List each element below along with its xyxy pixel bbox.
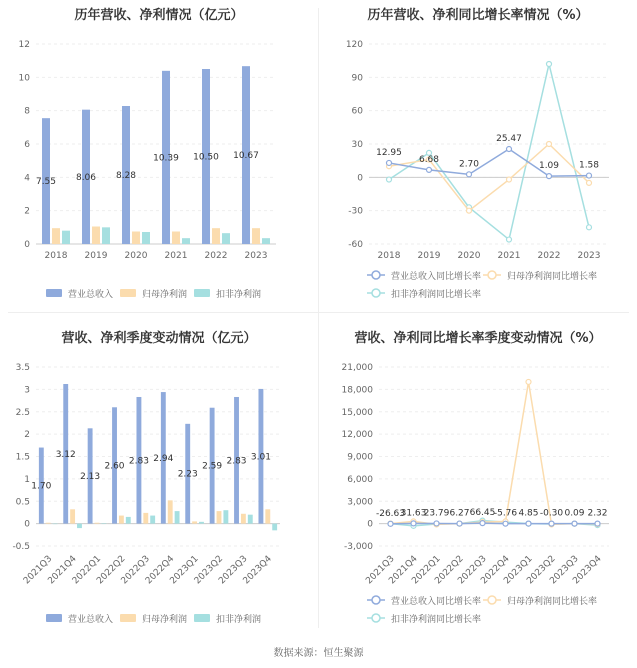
bar (172, 232, 180, 245)
y-tick-label: 3.5 (15, 363, 30, 373)
y-tick-label: 2.5 (15, 407, 30, 418)
bar-data-label: 3.12 (55, 449, 76, 460)
x-tick-label: 2021Q3 (364, 554, 397, 587)
y-tick-label: 9,000 (347, 452, 373, 463)
bar-data-label: 10.50 (193, 152, 219, 163)
legend-marker (372, 271, 380, 279)
data-point (595, 521, 600, 526)
data-point (387, 177, 392, 182)
line-data-label: -0.30 (539, 508, 564, 519)
bar-data-label: 3.01 (250, 452, 271, 463)
legend-swatch (46, 289, 62, 297)
bar (53, 524, 58, 525)
line-data-label: 2.70 (458, 159, 480, 170)
bar-data-label: 8.28 (115, 171, 137, 181)
x-tick-label: 2023Q3 (548, 554, 581, 587)
x-tick-label: 2023Q4 (571, 554, 604, 587)
bar (126, 517, 131, 524)
y-tick-label: 30 (351, 140, 363, 150)
bar (52, 228, 60, 244)
bar (252, 228, 260, 244)
x-tick-label: 2023Q3 (217, 554, 250, 587)
x-tick-label: 2020 (124, 251, 148, 261)
bar (223, 510, 228, 523)
legend-marker (372, 614, 380, 622)
line-data-label: 4.85 (518, 508, 539, 519)
legend-label: 营业总收入 (68, 615, 114, 625)
bar (102, 227, 110, 244)
chart-title: 历年营收、净利情况（亿元） (74, 8, 244, 23)
bar (168, 500, 173, 523)
x-tick-label: 2018 (377, 251, 401, 261)
x-tick-label: 2022Q3 (119, 554, 152, 587)
line-data-label: 1.09 (538, 161, 560, 172)
bar (241, 514, 246, 524)
legend-label: 归母净利润同比增长率 (507, 597, 598, 607)
line-data-label: 0.09 (564, 508, 585, 519)
bar (217, 511, 222, 524)
bar (222, 233, 230, 244)
y-tick-label: 0 (24, 519, 30, 530)
chart-quarterly-growth-rate (319, 313, 637, 643)
y-tick-label: 15,000 (341, 407, 373, 418)
y-tick-label: 6 (24, 140, 30, 150)
line-data-label: 2.32 (587, 508, 608, 519)
x-tick-label: 2021 (164, 251, 188, 261)
x-tick-label: 2022Q2 (433, 554, 466, 587)
y-tick-label: 1.5 (15, 452, 30, 463)
legend-label: 归母净利润 (142, 615, 188, 625)
x-tick-label: 2020 (457, 251, 481, 261)
y-tick-label: 3 (24, 385, 30, 396)
x-tick-label: 2023Q2 (525, 554, 558, 587)
bar (119, 516, 124, 524)
line-data-label: 6.27 (449, 508, 470, 519)
x-tick-label: 2022Q2 (95, 554, 128, 587)
x-tick-label: 2022Q4 (479, 554, 512, 587)
y-tick-label: -60 (348, 240, 363, 250)
bar (199, 522, 204, 524)
x-tick-label: 2023Q1 (168, 554, 201, 587)
data-point (547, 174, 552, 179)
y-tick-label: 1 (24, 474, 30, 485)
legend-label: 归母净利润 (142, 290, 188, 300)
bar-data-label: 2.59 (202, 461, 223, 472)
data-point (503, 521, 508, 526)
chart-svg (0, 313, 318, 643)
x-tick-label: 2022Q1 (410, 554, 443, 587)
legend-marker (488, 271, 496, 279)
y-tick-label: 12,000 (341, 430, 373, 441)
data-point (480, 521, 485, 526)
x-tick-label: 2023Q2 (192, 554, 226, 587)
y-tick-label: 90 (351, 73, 363, 84)
bar (62, 231, 70, 244)
bar-data-label: 2.83 (128, 456, 149, 467)
line-data-label: 12.95 (376, 147, 402, 158)
bar (95, 523, 100, 524)
chart-title: 营收、净利同比增长率季度变动情况（%） (354, 331, 602, 346)
chart-annual-revenue-profit (0, 0, 318, 312)
data-point (467, 172, 472, 177)
data-point (587, 180, 592, 185)
data-point (549, 521, 554, 526)
x-tick-label: 2021Q3 (21, 554, 55, 587)
data-point (467, 208, 472, 213)
line-data-label: 66.45 (469, 508, 496, 519)
line-data-label: -26.63 (375, 508, 406, 519)
data-point (587, 225, 592, 230)
legend-label: 扣非净利润 (216, 290, 262, 300)
legend-label: 扣非净利润同比增长率 (391, 615, 482, 625)
line-data-label: 25.47 (496, 134, 522, 145)
y-tick-label: 18,000 (341, 385, 373, 396)
x-tick-label: 2023Q4 (241, 554, 274, 587)
x-tick-label: 2022Q1 (70, 554, 104, 587)
data-point (434, 521, 439, 526)
bar-data-label: 7.55 (35, 177, 57, 188)
legend-marker (372, 289, 380, 297)
bar-data-label: 1.70 (31, 481, 52, 492)
data-point (547, 62, 552, 67)
bar (70, 509, 75, 523)
x-tick-label: 2021Q4 (387, 554, 420, 587)
bar (182, 238, 190, 244)
data-point (526, 379, 531, 384)
bar (262, 238, 270, 244)
y-tick-label: 2 (24, 206, 30, 217)
bar (272, 524, 277, 531)
chart-annual-growth-rate (319, 0, 637, 312)
legend-swatch (120, 289, 136, 297)
bar (143, 513, 148, 524)
x-tick-label: 2023 (577, 251, 601, 261)
bar (46, 523, 51, 524)
x-tick-label: 2021 (497, 251, 521, 261)
bar-data-label: 2.60 (104, 461, 125, 472)
x-tick-label: 2019 (84, 251, 108, 261)
data-point (411, 521, 416, 526)
y-tick-label: -0.5 (12, 542, 30, 552)
data-point (427, 167, 432, 172)
y-tick-label: 0 (357, 173, 363, 184)
x-tick-label: 2022 (537, 251, 561, 261)
chart-title: 历年营收、净利同比增长率情况（%） (367, 8, 589, 23)
line-data-label: 1.58 (578, 160, 600, 171)
x-tick-label: 2021Q4 (46, 554, 79, 587)
bar (132, 232, 140, 245)
x-tick-label: 2023Q1 (502, 554, 535, 587)
bar-data-label: 10.39 (153, 153, 179, 164)
line-data-label: 31.63 (400, 508, 427, 519)
line-data-label: 23.79 (423, 508, 450, 519)
x-tick-label: 2023 (244, 251, 268, 261)
legend-marker (488, 596, 496, 604)
bar (248, 515, 253, 524)
chart-svg (0, 0, 318, 312)
legend-marker (372, 596, 380, 604)
chart-quarterly-revenue-profit (0, 313, 318, 643)
series-line (389, 64, 589, 240)
x-tick-label: 2022Q4 (143, 554, 177, 587)
data-point (572, 521, 577, 526)
chart-svg (319, 0, 637, 312)
data-point (547, 142, 552, 147)
y-tick-label: 3,000 (347, 497, 373, 508)
y-tick-label: -30 (348, 206, 363, 217)
data-point (507, 177, 512, 182)
data-point (507, 147, 512, 152)
bar-data-label: 10.67 (233, 151, 259, 162)
x-tick-label: 2019 (417, 251, 441, 261)
bar-data-label: 2.23 (177, 469, 198, 480)
x-tick-label: 2022 (204, 251, 228, 261)
bar-data-label: 8.06 (75, 172, 97, 183)
legend-label: 营业总收入同比增长率 (391, 597, 482, 607)
line-data-label: -5.76 (493, 508, 518, 519)
legend-swatch (194, 614, 210, 622)
bar (265, 509, 270, 523)
y-tick-label: 6,000 (347, 474, 373, 485)
legend-label: 扣非净利润同比增长率 (391, 290, 482, 300)
y-tick-label: 10 (18, 73, 30, 84)
bar-data-label: 2.83 (226, 456, 247, 467)
line-data-label: 6.68 (418, 154, 440, 165)
data-point (388, 521, 393, 526)
y-tick-label: 120 (345, 40, 363, 50)
bar-data-label: 2.13 (80, 471, 101, 482)
bar (142, 232, 150, 244)
data-point (587, 173, 592, 178)
legend-label: 营业总收入同比增长率 (391, 272, 482, 282)
data-point (526, 521, 531, 526)
data-point (387, 160, 392, 165)
y-tick-label: 4 (24, 173, 30, 184)
data-point (507, 237, 512, 242)
bar-data-label: 2.94 (153, 453, 174, 464)
y-tick-label: 21,000 (341, 363, 373, 373)
y-tick-label: 0 (367, 519, 373, 530)
bar (175, 511, 180, 524)
bar (101, 523, 106, 524)
legend-label: 扣非净利润 (216, 615, 262, 625)
bar (212, 228, 220, 244)
legend-swatch (120, 614, 136, 622)
legend-label: 归母净利润同比增长率 (507, 272, 598, 282)
bar (92, 227, 100, 245)
chart-svg (319, 313, 637, 643)
x-tick-label: 2018 (44, 251, 68, 261)
chart-title: 营收、净利季度变动情况（亿元） (61, 331, 257, 346)
legend-label: 营业总收入 (68, 290, 114, 300)
data-source-note: 数据来源：恒生聚源 (273, 648, 364, 659)
data-point (457, 521, 462, 526)
series-line (391, 382, 598, 524)
x-tick-label: 2022Q3 (456, 554, 489, 587)
bar (77, 524, 82, 528)
y-tick-label: 2 (24, 430, 30, 441)
y-tick-label: 12 (18, 40, 30, 50)
y-tick-label: 0 (24, 240, 30, 250)
y-tick-label: 60 (351, 106, 363, 117)
y-tick-label: 0.5 (15, 497, 30, 508)
bar (150, 516, 155, 524)
legend-swatch (194, 289, 210, 297)
y-tick-label: 8 (24, 106, 30, 117)
bar (192, 521, 197, 523)
series-line (391, 523, 598, 524)
y-tick-label: -3,000 (343, 542, 373, 552)
legend-swatch (46, 614, 62, 622)
